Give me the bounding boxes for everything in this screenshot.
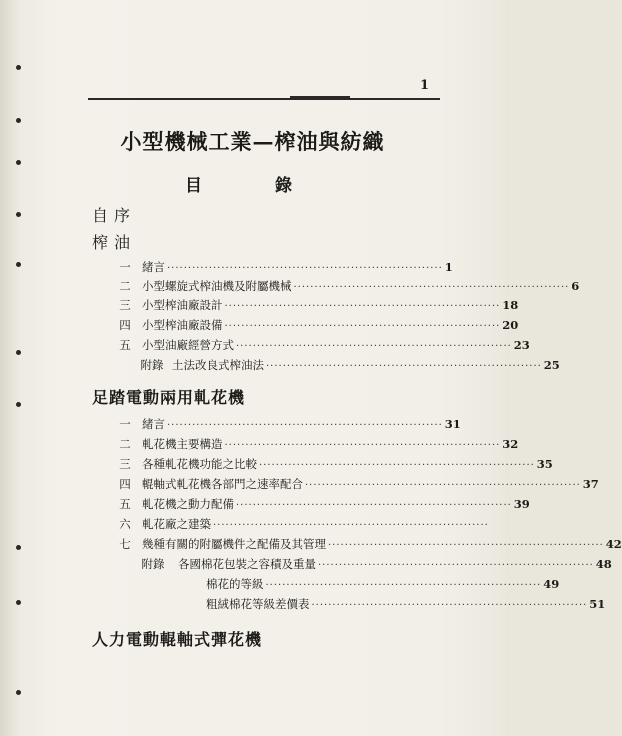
entry-number: 七: [119, 537, 131, 551]
entry-title: 粗絨棉花等級差價表: [206, 597, 310, 611]
section-preface: 自序: [92, 206, 137, 225]
leader-dots: ··································································: [236, 341, 512, 352]
leader-dots: ··································································: [318, 560, 594, 571]
leader-dots: ··································································: [224, 440, 501, 451]
toc-entry[interactable]: [0, 556, 612, 573]
entry-title: 小型榨油廠設備: [142, 318, 223, 332]
entry-title: 小型螺旋式榨油機及附屬機械: [142, 279, 292, 293]
leader-dots: ··································································: [305, 480, 581, 491]
entry-title: 緒言: [142, 260, 165, 274]
entry-page: 25: [543, 358, 560, 372]
entry-title: 各種軋花機功能之比較: [142, 457, 257, 471]
toc-entry[interactable]: [0, 456, 553, 473]
book-title: 小型機械工業—榨油與紡織: [120, 129, 385, 154]
leader-dots: ··································································: [213, 520, 489, 531]
leader-dots: ··································································: [293, 282, 570, 293]
binding-mark: [16, 690, 21, 695]
binding-mark: [16, 212, 21, 217]
toc-entry[interactable]: [0, 416, 505, 433]
toc-entry[interactable]: [0, 297, 519, 314]
entry-title: 棉花的等級: [206, 577, 264, 591]
toc-entry[interactable]: [0, 436, 519, 453]
leader-dots: ··································································: [167, 420, 443, 431]
entry-page: 6: [571, 279, 580, 293]
binding-mark: [16, 402, 21, 407]
leader-dots: ··································································: [224, 321, 501, 332]
entry-title: 軋花廠之建築: [142, 517, 211, 531]
entry-page: 1: [444, 260, 453, 274]
entry-title: 軋花機之動力配備: [142, 497, 234, 511]
entry-title: 輥軸式軋花機各部門之速率配合: [142, 477, 303, 491]
entry-number: 三: [119, 457, 131, 471]
entry-title: 幾種有關的附屬機件之配備及其管理: [142, 537, 326, 551]
section-roller-gin: 人力電動輥軸式彈花機: [92, 630, 263, 649]
entry-page: 32: [502, 437, 519, 451]
entry-title: 各國棉花包裝之容積及重量: [178, 557, 316, 571]
entry-number: 附錄: [141, 557, 165, 571]
entry-title: 土法改良式榨油法: [172, 358, 264, 372]
entry-number: 一: [119, 417, 131, 431]
entry-page: 23: [513, 338, 530, 352]
toc-entry[interactable]: [0, 259, 505, 276]
header-rule-accent: [290, 96, 350, 100]
leader-dots: ··································································: [328, 540, 604, 551]
entry-page: 31: [444, 417, 461, 431]
leader-dots: ··································································: [265, 580, 542, 591]
leader-dots: ··································································: [167, 263, 443, 274]
entry-number: 五: [119, 338, 131, 352]
entry-page: 48: [595, 557, 612, 571]
entry-page: 42: [605, 537, 622, 551]
entry-number: 三: [119, 298, 131, 312]
entry-number: 六: [119, 517, 131, 531]
binding-mark: [16, 65, 21, 70]
binding-mark: [16, 160, 21, 165]
leader-dots: ··································································: [224, 301, 501, 312]
toc-entry[interactable]: [0, 476, 599, 493]
entry-title: 緒言: [142, 417, 165, 431]
toc-entry[interactable]: [0, 516, 505, 533]
toc-entry[interactable]: [0, 596, 606, 613]
contents-heading: 目 錄: [185, 176, 320, 196]
entry-page: 51: [589, 597, 606, 611]
entry-number: 四: [119, 477, 131, 491]
entry-page: 49: [543, 577, 560, 591]
toc-entry[interactable]: [0, 496, 530, 513]
entry-title: 小型油廠經營方式: [142, 338, 234, 352]
entry-page: 37: [582, 477, 599, 491]
entry-number: 四: [119, 318, 131, 332]
section-oil-press: 榨油: [92, 233, 137, 252]
entry-number: 五: [119, 497, 131, 511]
page-number: 1: [420, 78, 430, 93]
entry-number: 一: [119, 260, 131, 274]
toc-entry[interactable]: [0, 337, 530, 354]
header-rule: [88, 98, 440, 100]
toc-entry[interactable]: [0, 576, 560, 593]
entry-page: 39: [513, 497, 530, 511]
section-gin: 足踏電動兩用軋花機: [92, 388, 246, 407]
toc-entry[interactable]: [0, 317, 519, 334]
toc-entry[interactable]: [0, 278, 580, 295]
leader-dots: ··································································: [311, 600, 588, 611]
entry-title: 軋花機主要構造: [142, 437, 223, 451]
entry-number: 二: [119, 279, 131, 293]
toc-entry[interactable]: [0, 536, 622, 553]
entry-page: 35: [536, 457, 553, 471]
toc-entry[interactable]: [0, 357, 560, 374]
entry-number: 附錄: [140, 358, 164, 372]
leader-dots: ··································································: [259, 460, 535, 471]
entry-title: 小型榨油廠設計: [142, 298, 223, 312]
entry-page: 20: [502, 318, 519, 332]
entry-page: 18: [502, 298, 519, 312]
leader-dots: ··································································: [266, 361, 542, 372]
leader-dots: ··································································: [236, 500, 512, 511]
entry-number: 二: [119, 437, 131, 451]
binding-mark: [16, 118, 21, 123]
